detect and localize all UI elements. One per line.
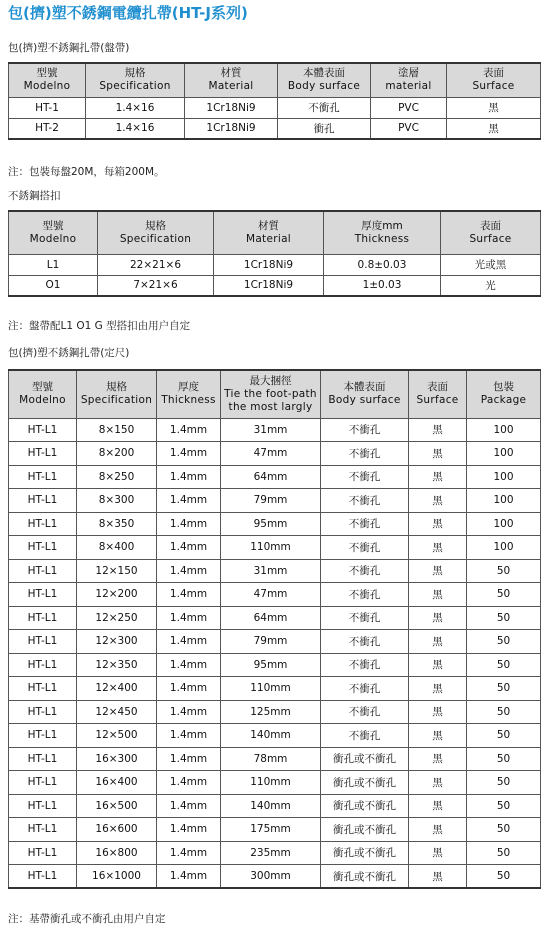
column-header-en: Body surface [328,394,401,407]
table-cell: 黑 [409,512,467,536]
table-cell: 黑 [409,841,467,865]
column-header-en: Surface [416,394,459,407]
table-cell: 140mm [221,794,321,818]
section3-label: 包(擠)塑不銹鋼扎帶(定尺) [8,347,130,359]
table-cell: HT-L1 [9,559,77,583]
table-cell: HT-L1 [9,865,77,889]
table-cell: 1.4mm [157,583,221,607]
table-cell: 1.4mm [157,747,221,771]
table-cell: HT-L1 [9,630,77,654]
column-header [409,370,467,418]
column-header-zh: 規格 [124,67,146,80]
table-cell: HT-L1 [9,489,77,513]
table-row [9,275,541,296]
column-header [9,63,86,97]
column-header-en: Package [480,394,527,407]
table-cell: 1.4mm [157,418,221,442]
table-row [9,724,541,748]
table-cell: 12×350 [77,653,157,677]
table-cell: 1.4mm [157,489,221,513]
table-cell: 不衝孔 [321,677,409,701]
table-row [9,465,541,489]
table-row [9,841,541,865]
table-cell: 黑 [409,865,467,889]
table-cell: 95mm [221,653,321,677]
table-cell: 黑 [409,465,467,489]
table-cell: 1.4mm [157,700,221,724]
table-cell: 黑 [447,118,541,139]
table-cell: 黑 [409,442,467,466]
column-header-en: Material [245,232,292,245]
table-cell: 衝孔或不衝孔 [321,747,409,771]
table-cell: 50 [467,700,541,724]
table-cell: 50 [467,559,541,583]
column-header-en: Thickness [161,394,216,407]
column-header [447,63,541,97]
column-header [77,370,157,418]
table-cell: 50 [467,630,541,654]
table-cell: 175mm [221,818,321,842]
table-row [9,442,541,466]
table-cell: 衝孔或不衝孔 [321,865,409,889]
table-cell: 8×200 [77,442,157,466]
table-cell: 110mm [221,677,321,701]
table-cell: 50 [467,747,541,771]
table-cell: 不衝孔 [321,700,409,724]
table-row [9,559,541,583]
table-cell: 1.4×16 [86,97,185,118]
table-cell: 不衝孔 [321,606,409,630]
table-cell: 黑 [409,677,467,701]
table-row [9,536,541,560]
table-cell: 黑 [409,724,467,748]
table-cell: 100 [467,536,541,560]
table-cell: 50 [467,771,541,795]
table-cell: 不衝孔 [321,724,409,748]
table-cell: 100 [467,489,541,513]
table-cell: 不衝孔 [321,418,409,442]
table-cell: 衝孔 [278,118,371,139]
table-cell: 1.4mm [157,818,221,842]
table-cell: 不衝孔 [321,583,409,607]
table-cell: 140mm [221,724,321,748]
column-header-zh: 規格 [106,381,127,394]
table-cell: 50 [467,841,541,865]
column-header-zh: 本體表面 [303,67,345,80]
column-header [467,370,541,418]
column-header [98,211,214,254]
table-row [9,630,541,654]
table-cell: HT-2 [9,118,86,139]
table-cell: 不衝孔 [321,536,409,560]
table-cell: PVC [371,118,447,139]
table-row [9,606,541,630]
table-cell: 235mm [221,841,321,865]
column-header-zh: 本體表面 [343,381,386,394]
table-cell: 1.4mm [157,442,221,466]
column-header-en: Surface [472,80,515,93]
column-header-zh: 塗層 [398,67,419,80]
column-header [9,370,77,418]
table-cell: 1.4mm [157,559,221,583]
table-row [9,97,541,118]
table-cell: HT-L1 [9,747,77,771]
table-cell: HT-L1 [9,536,77,560]
table-cell: 50 [467,653,541,677]
column-header-zh: 材質 [258,219,279,232]
buckle-table [8,210,541,297]
table-row [9,747,541,771]
table-row [9,700,541,724]
table-cell: 不衝孔 [321,653,409,677]
column-header-en: material [385,80,432,93]
column-header-en: Tie the foot-path the most largly [224,387,317,413]
table-row [9,818,541,842]
column-header [441,211,541,254]
column-header-zh: 厚度 [178,381,199,394]
column-header [371,63,447,97]
table-cell: HT-L1 [9,724,77,748]
table-cell: 1.4mm [157,724,221,748]
table-cell: 1.4mm [157,771,221,795]
table-cell: 78mm [221,747,321,771]
column-header-en: Thickness [354,232,410,245]
table-cell: 16×400 [77,771,157,795]
column-header-zh: 表面 [483,67,504,80]
column-header-zh: 包裝 [493,381,514,394]
table-cell: 不衝孔 [321,489,409,513]
table-cell: 50 [467,724,541,748]
table-cell: 100 [467,418,541,442]
page-title: 包(擠)塑不銹鋼電纜扎帶(HT-J系列) [8,4,248,22]
table-cell: HT-L1 [9,794,77,818]
table-cell: 1Cr18Ni9 [214,275,324,296]
table-row [9,118,541,139]
table-cell: 黑 [409,583,467,607]
table-cell: 8×150 [77,418,157,442]
table-cell: 8×250 [77,465,157,489]
table-cell: 16×300 [77,747,157,771]
table-cell: 黑 [409,700,467,724]
table-cell: 光 [441,275,541,296]
table-row [9,653,541,677]
fixed-length-tie-table [8,369,541,889]
table-cell: 8×350 [77,512,157,536]
column-header [185,63,278,97]
table-cell: 1±0.03 [324,275,441,296]
column-header-zh: 型號 [42,219,64,232]
table-cell: 12×250 [77,606,157,630]
table-cell: 12×200 [77,583,157,607]
table-cell: HT-L1 [9,700,77,724]
coil-tie-table [8,62,541,140]
column-header-zh: 厚度mm [361,219,403,232]
table-cell: 22×21×6 [98,254,214,275]
table-cell: 1.4mm [157,606,221,630]
table-cell: 7×21×6 [98,275,214,296]
table-cell: 16×500 [77,794,157,818]
table-cell: 100 [467,442,541,466]
column-header [278,63,371,97]
table-cell: 1.4mm [157,677,221,701]
table-row [9,254,541,275]
table-cell: HT-1 [9,97,86,118]
section3-note: 注：基帶衝孔或不衝孔由用户自定 [8,913,166,925]
column-header [9,211,98,254]
table-cell: 300mm [221,865,321,889]
table-cell: PVC [371,97,447,118]
table-cell: 16×800 [77,841,157,865]
table-cell: 79mm [221,630,321,654]
table-cell: 12×400 [77,677,157,701]
table-cell: 黑 [409,489,467,513]
table-cell: 黑 [409,794,467,818]
column-header-en: Material [208,80,254,93]
column-header [86,63,185,97]
table-cell: 不衝孔 [321,512,409,536]
table-cell: 黑 [409,747,467,771]
table-row [9,583,541,607]
table-cell: 12×150 [77,559,157,583]
table-cell: 不衝孔 [321,465,409,489]
section2-note: 注：盤帶配L1 O1 G 型搭扣由用户自定 [8,320,191,332]
table-cell: 黑 [409,418,467,442]
column-header-zh: 型號 [36,67,58,80]
table-cell: 110mm [221,771,321,795]
table-cell: 100 [467,512,541,536]
table-cell: HT-L1 [9,583,77,607]
table-cell: 1Cr18Ni9 [185,97,278,118]
table-cell: 50 [467,865,541,889]
table-cell: 黑 [409,653,467,677]
table-cell: 50 [467,583,541,607]
column-header-zh: 最大捆徑 [249,374,292,387]
table-cell: L1 [9,254,98,275]
table-cell: HT-L1 [9,818,77,842]
table-row [9,865,541,889]
table-cell: 47mm [221,442,321,466]
table-cell: 1.4mm [157,865,221,889]
column-header-zh: 材質 [220,67,242,80]
table-cell: 50 [467,606,541,630]
table-cell: 衝孔或不衝孔 [321,841,409,865]
table-row [9,794,541,818]
table-cell: 1.4mm [157,653,221,677]
column-header [157,370,221,418]
table-cell: HT-L1 [9,512,77,536]
table-row [9,771,541,795]
table-cell: 1.4mm [157,794,221,818]
table-cell: 1.4mm [157,465,221,489]
table-cell: 64mm [221,465,321,489]
table-cell: 1.4mm [157,512,221,536]
table-cell: 8×300 [77,489,157,513]
table-cell: HT-L1 [9,442,77,466]
table-cell: 不衝孔 [321,630,409,654]
column-header-en: Surface [469,232,512,245]
section2-label: 不銹鋼搭扣 [8,190,61,202]
table-cell: HT-L1 [9,418,77,442]
column-header [321,370,409,418]
table-cell: 衝孔或不衝孔 [321,794,409,818]
table-cell: 黑 [409,606,467,630]
column-header-en: Body surface [287,80,361,93]
column-header [324,211,441,254]
table-cell: 79mm [221,489,321,513]
table-cell: 1.4×16 [86,118,185,139]
table-cell: 衝孔或不衝孔 [321,818,409,842]
column-header-en: Modelno [23,80,71,93]
column-header-en: Specification [119,232,192,245]
table-cell: 8×400 [77,536,157,560]
column-header-zh: 表面 [480,219,501,232]
table-cell: HT-L1 [9,653,77,677]
table-cell: 不衝孔 [321,559,409,583]
table-cell: 光或黑 [441,254,541,275]
table-cell: 50 [467,677,541,701]
table-cell: HT-L1 [9,677,77,701]
table-cell: 31mm [221,559,321,583]
table-cell: 黑 [447,97,541,118]
table-cell: 12×500 [77,724,157,748]
table-cell: 1Cr18Ni9 [214,254,324,275]
table-cell: 黑 [409,771,467,795]
table-cell: 100 [467,465,541,489]
table-cell: 衝孔或不衝孔 [321,771,409,795]
column-header [214,211,324,254]
table-cell: 12×450 [77,700,157,724]
column-header [221,370,321,418]
table-cell: 黑 [409,536,467,560]
table-cell: 不衝孔 [278,97,371,118]
column-header-zh: 表面 [427,381,448,394]
table-cell: HT-L1 [9,465,77,489]
table-cell: 110mm [221,536,321,560]
table-cell: HT-L1 [9,841,77,865]
table-cell: 0.8±0.03 [324,254,441,275]
table-row [9,489,541,513]
table-cell: 47mm [221,583,321,607]
section1-note: 注：包裝每盤20M，每箱200M。 [8,166,165,178]
table-cell: 1.4mm [157,841,221,865]
table-cell: 1.4mm [157,630,221,654]
column-header-en: Specification [99,80,171,93]
column-header-zh: 規格 [145,219,166,232]
table-row [9,512,541,536]
table-cell: 1Cr18Ni9 [185,118,278,139]
table-row [9,677,541,701]
table-row [9,418,541,442]
table-cell: 50 [467,818,541,842]
table-cell: 黑 [409,559,467,583]
table-cell: 16×1000 [77,865,157,889]
table-cell: 不衝孔 [321,442,409,466]
column-header-zh: 型號 [32,381,53,394]
section1-label: 包(擠)塑不銹鋼扎帶(盤帶) [8,42,130,54]
table-cell: 50 [467,794,541,818]
table-cell: 95mm [221,512,321,536]
table-cell: 125mm [221,700,321,724]
table-cell: HT-L1 [9,606,77,630]
table-cell: 黑 [409,818,467,842]
table-cell: 31mm [221,418,321,442]
table-cell: 16×600 [77,818,157,842]
column-header-en: Specification [80,394,153,407]
table-cell: HT-L1 [9,771,77,795]
table-cell: 12×300 [77,630,157,654]
table-cell: 64mm [221,606,321,630]
column-header-en: Modelno [29,232,77,245]
table-cell: 1.4mm [157,536,221,560]
column-header-en: Modelno [19,394,66,407]
table-cell: O1 [9,275,98,296]
table-cell: 黑 [409,630,467,654]
